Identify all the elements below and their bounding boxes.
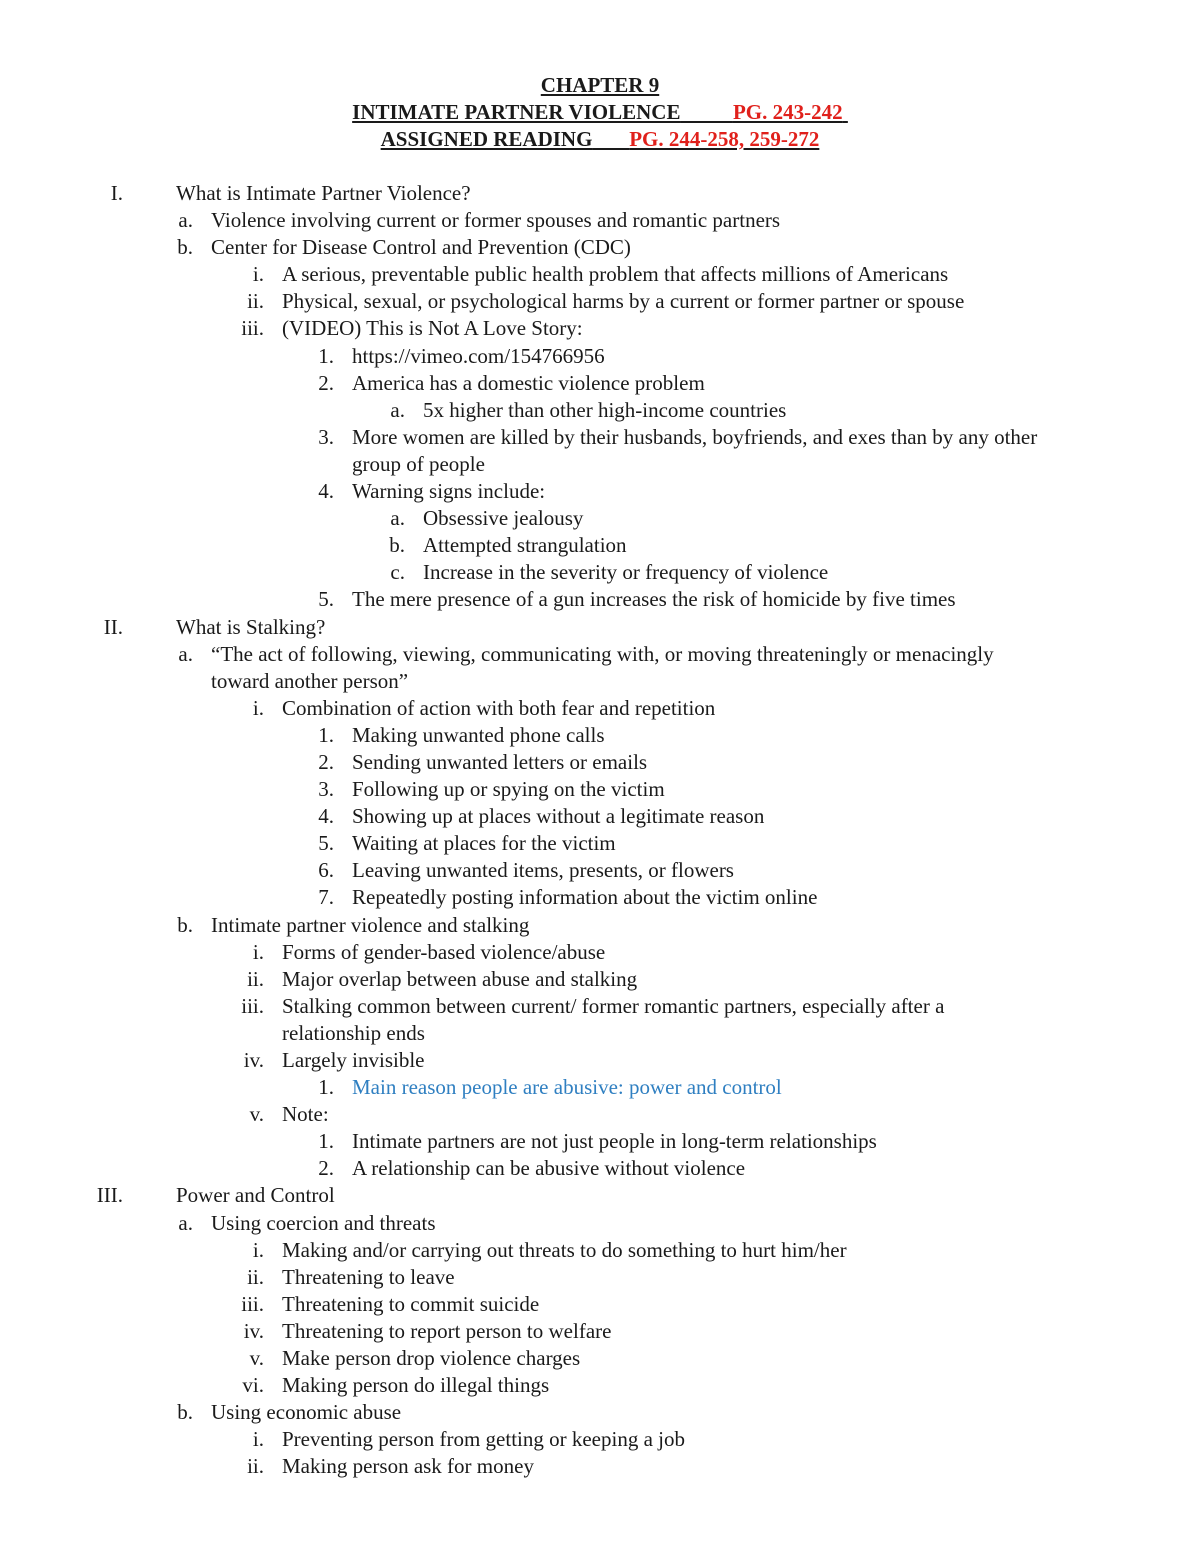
outline-item-text: Major overlap between abuse and stalking — [282, 966, 638, 991]
outline-item — [0, 1453, 1200, 1480]
outline-item-text: A serious, preventable public health problem that affects millions of Americans — [282, 262, 949, 287]
outline-item-text: Threatening to report person to welfare — [282, 1318, 612, 1343]
outline-item — [0, 1047, 1200, 1074]
outline-item — [0, 993, 1200, 1020]
outline-item-marker: 1. — [318, 1129, 334, 1154]
outline-item-marker: b. — [389, 533, 405, 558]
outline-item-marker: 5. — [318, 831, 334, 856]
outline-item — [0, 1372, 1200, 1399]
outline-item-marker: 1. — [318, 343, 334, 368]
outline-item — [0, 830, 1200, 857]
outline-item-text: America has a domestic violence problem — [352, 370, 705, 395]
outline-item — [0, 884, 1200, 911]
outline-item-text: Using economic abuse — [211, 1400, 402, 1425]
outline-item — [0, 1182, 1200, 1209]
outline-item-text: Making person do illegal things — [282, 1373, 550, 1398]
chapter-title: CHAPTER 9 — [540, 73, 660, 97]
outline-item-text: Intimate partners are not just people in long-term relationships — [352, 1129, 877, 1154]
outline-item — [0, 668, 1200, 695]
outline-item — [0, 857, 1200, 884]
outline-item — [0, 1155, 1200, 1182]
assigned-reading-line — [0, 126, 1200, 153]
outline-item-text: (VIDEO) This is Not A Love Story: — [282, 316, 583, 341]
outline-item — [0, 1399, 1200, 1426]
outline-item-marker: 2. — [318, 370, 334, 395]
outline-item-text: group of people — [352, 451, 485, 476]
outline-item-text: Making and/or carrying out threats to do something to hurt him/her — [282, 1237, 847, 1262]
outline-item-marker: c. — [390, 560, 405, 585]
outline-item — [0, 966, 1200, 993]
outline-item-marker: iii. — [241, 1291, 264, 1316]
outline-item-marker: ii. — [247, 1264, 264, 1289]
outline-item-marker: ii. — [247, 966, 264, 991]
outline-item-text: Obsessive jealousy — [423, 506, 584, 531]
outline-item — [0, 1020, 1200, 1047]
outline-item-marker: a. — [390, 506, 405, 531]
outline-item-marker: a. — [178, 208, 193, 233]
outline-item-text: Increase in the severity or frequency of violence — [423, 560, 829, 585]
outline-item-text: Note: — [282, 1102, 329, 1127]
outline-item-text: More women are killed by their husbands, boyfriends, and exes than by any other — [352, 424, 1038, 449]
assigned-reading-label: ASSIGNED READING — [380, 127, 593, 151]
outline-item-marker: 4. — [318, 804, 334, 829]
outline-item-text: Largely invisible — [282, 1048, 425, 1072]
outline-item — [0, 803, 1200, 830]
outline-item — [0, 315, 1200, 342]
outline-item-marker: 7. — [318, 885, 334, 910]
outline-item-marker: b. — [177, 235, 193, 260]
outline-item-marker: 4. — [318, 479, 334, 504]
outline-item — [0, 641, 1200, 668]
outline-item-marker: i. — [252, 262, 264, 287]
topic-page-range: PG. 243-242 — [732, 100, 843, 124]
outline-item-text: relationship ends — [282, 1020, 425, 1045]
outline-item-text: What is Stalking? — [176, 614, 326, 639]
outline-item-text: Center for Disease Control and Prevention (CDC) — [211, 235, 631, 260]
outline-item-text: Showing up at places without a legitimate reason — [352, 804, 765, 829]
outline-item-marker: iii. — [241, 993, 264, 1018]
outline-item-text: Power and Control — [176, 1183, 335, 1208]
outline-item — [0, 1237, 1200, 1264]
outline-item — [0, 478, 1200, 505]
outline-item — [0, 1074, 1200, 1101]
outline-item-marker: b. — [177, 1400, 193, 1425]
outline-item-marker: 5. — [318, 587, 334, 612]
outline-item-text: Combination of action with both fear and repetition — [282, 695, 716, 720]
outline-item-text: Warning signs include: — [352, 479, 546, 504]
outline-item-text: “The act of following, viewing, communicating with, or moving threateningly or menacingly — [211, 641, 994, 666]
outline-item-marker: iv. — [243, 1048, 264, 1072]
outline-item-marker: I. — [110, 181, 123, 205]
outline-item-text: Using coercion and threats — [211, 1210, 436, 1235]
outline-item — [0, 776, 1200, 803]
outline-item-text: https://vimeo.com/154766956 — [352, 343, 605, 368]
outline-item-text: Physical, sexual, or psychological harms by a current or former partner or spouse — [282, 289, 965, 314]
outline-item — [0, 424, 1200, 451]
outline-item-marker: a. — [178, 641, 193, 666]
outline-item-text: Intimate partner violence and stalking — [211, 912, 530, 937]
outline-item-marker: a. — [390, 397, 405, 422]
outline-item-text: Main reason people are abusive: power and control — [352, 1075, 782, 1100]
outline-item-text: The mere presence of a gun increases the risk of homicide by five times — [352, 587, 956, 612]
outline-item-text: toward another person” — [211, 668, 409, 693]
outline-item — [0, 180, 1200, 207]
outline-item-text: Attempted strangulation — [423, 533, 627, 558]
outline-item-marker: iv. — [243, 1318, 264, 1343]
outline-item-text: Sending unwanted letters or emails — [352, 749, 648, 774]
outline-item — [0, 1291, 1200, 1318]
outline-item-marker: 3. — [318, 424, 334, 449]
outline-item-text: Leaving unwanted items, presents, or flowers — [352, 858, 734, 883]
outline-item — [0, 1318, 1200, 1345]
outline-item-marker: i. — [252, 1427, 264, 1452]
outline-item — [0, 1210, 1200, 1237]
outline-item-text: Forms of gender-based violence/abuse — [282, 939, 606, 964]
outline-item — [0, 586, 1200, 613]
outline-item-text: 5x higher than other high-income countries — [423, 397, 787, 422]
outline-item-marker: 1. — [318, 722, 334, 747]
outline-item — [0, 343, 1200, 370]
outline-item-text: Making person ask for money — [282, 1454, 534, 1479]
outline-item-text: Threatening to commit suicide — [282, 1291, 540, 1316]
outline-item-text: What is Intimate Partner Violence? — [176, 181, 471, 205]
outline-item-text: Repeatedly posting information about the victim online — [352, 885, 818, 910]
outline-item-text: Threatening to leave — [282, 1264, 455, 1289]
outline-item — [0, 1426, 1200, 1453]
outline-item — [0, 749, 1200, 776]
outline-item — [0, 559, 1200, 586]
outline-list — [0, 180, 1200, 1481]
outline-item-text: Violence involving current or former spouses and romantic partners — [211, 208, 781, 233]
outline-item-text: Make person drop violence charges — [282, 1346, 581, 1371]
outline-item-marker: i. — [252, 1237, 264, 1262]
outline-item-marker: i. — [252, 695, 264, 720]
document-header — [0, 72, 1200, 153]
outline-item-text: A relationship can be abusive without violence — [352, 1156, 746, 1181]
outline-item — [0, 370, 1200, 397]
outline-item — [0, 261, 1200, 288]
outline-item — [0, 234, 1200, 261]
outline-item — [0, 1101, 1200, 1128]
outline-item-marker: 2. — [318, 1156, 334, 1181]
outline-item-marker: a. — [178, 1210, 193, 1235]
outline-item-marker: III. — [96, 1183, 123, 1208]
outline-item — [0, 451, 1200, 478]
chapter-topic-line — [0, 99, 1200, 126]
outline-item — [0, 1345, 1200, 1372]
outline-item — [0, 288, 1200, 315]
outline-item-marker: 1. — [318, 1075, 334, 1100]
outline-item — [0, 939, 1200, 966]
outline-item-marker: ii. — [247, 289, 264, 314]
outline-item-marker: ii. — [247, 1454, 264, 1479]
outline-item-text: Following up or spying on the victim — [352, 777, 665, 802]
outline-item-marker: vi. — [242, 1373, 264, 1398]
outline-item-marker: v. — [249, 1102, 264, 1127]
outline-item-marker: 3. — [318, 777, 334, 802]
outline-item — [0, 505, 1200, 532]
outline-item — [0, 695, 1200, 722]
outline-item-text: Making unwanted phone calls — [352, 722, 605, 747]
outline-item-text: Preventing person from getting or keeping a job — [282, 1427, 685, 1452]
outline-item — [0, 722, 1200, 749]
outline-item-marker: i. — [252, 939, 264, 964]
outline-item — [0, 1264, 1200, 1291]
chapter-topic: INTIMATE PARTNER VIOLENCE — [352, 100, 681, 124]
outline-item-marker: v. — [249, 1346, 264, 1371]
outline-item-text: Waiting at places for the victim — [352, 831, 616, 856]
outline-item-text: Stalking common between current/ former romantic partners, especially after a — [282, 993, 945, 1018]
outline-item — [0, 532, 1200, 559]
outline-item-marker: II. — [103, 614, 123, 639]
outline-item-marker: iii. — [241, 316, 264, 341]
assigned-reading-pages: PG. 244-258, 259-272 — [629, 127, 820, 151]
outline-item — [0, 614, 1200, 641]
outline-item — [0, 1128, 1200, 1155]
outline-item — [0, 912, 1200, 939]
outline-item-marker: 2. — [318, 749, 334, 774]
outline-item-marker: 6. — [318, 858, 334, 883]
outline-item — [0, 207, 1200, 234]
outline-item-marker: b. — [177, 912, 193, 937]
outline-item — [0, 397, 1200, 424]
